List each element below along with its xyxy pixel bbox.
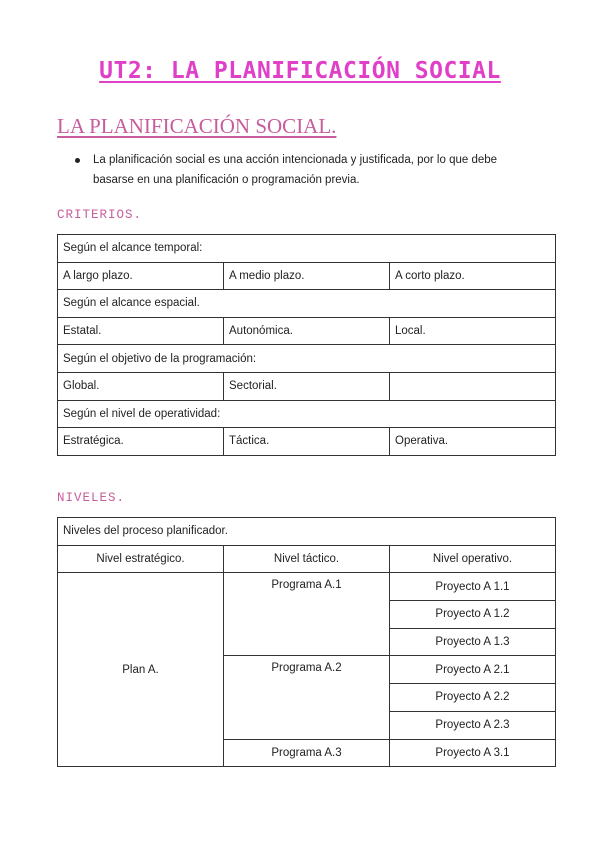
criterio-label: Según el nivel de operatividad: <box>58 400 556 428</box>
criterio-option: A medio plazo. <box>224 262 390 290</box>
niveles-table <box>57 517 556 767</box>
section-heading: LA PLANIFICACIÓN SOCIAL. <box>57 114 337 138</box>
criterio-option: Táctica. <box>224 428 390 456</box>
programa-cell: Programa A.2 <box>224 656 390 739</box>
header-tactico: Nivel táctico. <box>224 545 390 573</box>
bullet-item <box>75 150 535 190</box>
criterio-option <box>390 372 556 400</box>
document-title: UT2: LA PLANIFICACIÓN SOCIAL <box>99 58 501 84</box>
criterio-label: Según el alcance espacial. <box>58 290 556 318</box>
criterio-option: Sectorial. <box>224 372 390 400</box>
programa-cell: Programa A.3 <box>224 739 390 767</box>
criterios-table <box>57 234 556 456</box>
criterio-label: Según el objetivo de la programación: <box>58 345 556 373</box>
proyecto-cell: Proyecto A 2.1 <box>390 656 556 684</box>
proyecto-cell: Proyecto A 1.3 <box>390 628 556 656</box>
proyecto-cell: Proyecto A 2.2 <box>390 684 556 712</box>
criterio-option: A corto plazo. <box>390 262 556 290</box>
header-estrategico: Nivel estratégico. <box>58 545 224 573</box>
programa-cell: Programa A.1 <box>224 573 390 656</box>
criterio-option: Estratégica. <box>58 428 224 456</box>
criterio-option: Autonómica. <box>224 317 390 345</box>
proyecto-cell: Proyecto A 3.1 <box>390 739 556 767</box>
proyecto-cell: Proyecto A 1.2 <box>390 601 556 629</box>
criterio-label: Según el alcance temporal: <box>58 235 556 263</box>
niveles-heading: NIVELES. <box>57 491 126 505</box>
proyecto-cell: Proyecto A 1.1 <box>390 573 556 601</box>
criterio-option: Operativa. <box>390 428 556 456</box>
criterio-option: Global. <box>58 372 224 400</box>
criterio-option: Estatal. <box>58 317 224 345</box>
criterios-heading: CRITERIOS. <box>57 208 143 222</box>
criterio-option: A largo plazo. <box>58 262 224 290</box>
plan-cell: Plan A. <box>58 573 224 767</box>
niveles-caption: Niveles del proceso planificador. <box>58 518 556 546</box>
proyecto-cell: Proyecto A 2.3 <box>390 711 556 739</box>
criterio-option: Local. <box>390 317 556 345</box>
header-operativo: Nivel operativo. <box>390 545 556 573</box>
bullet-dot-icon <box>75 158 80 163</box>
bullet-text: La planificación social es una acción intencionada y justificada, por lo que debe basarse en una planificación o programación previa. <box>93 154 498 186</box>
